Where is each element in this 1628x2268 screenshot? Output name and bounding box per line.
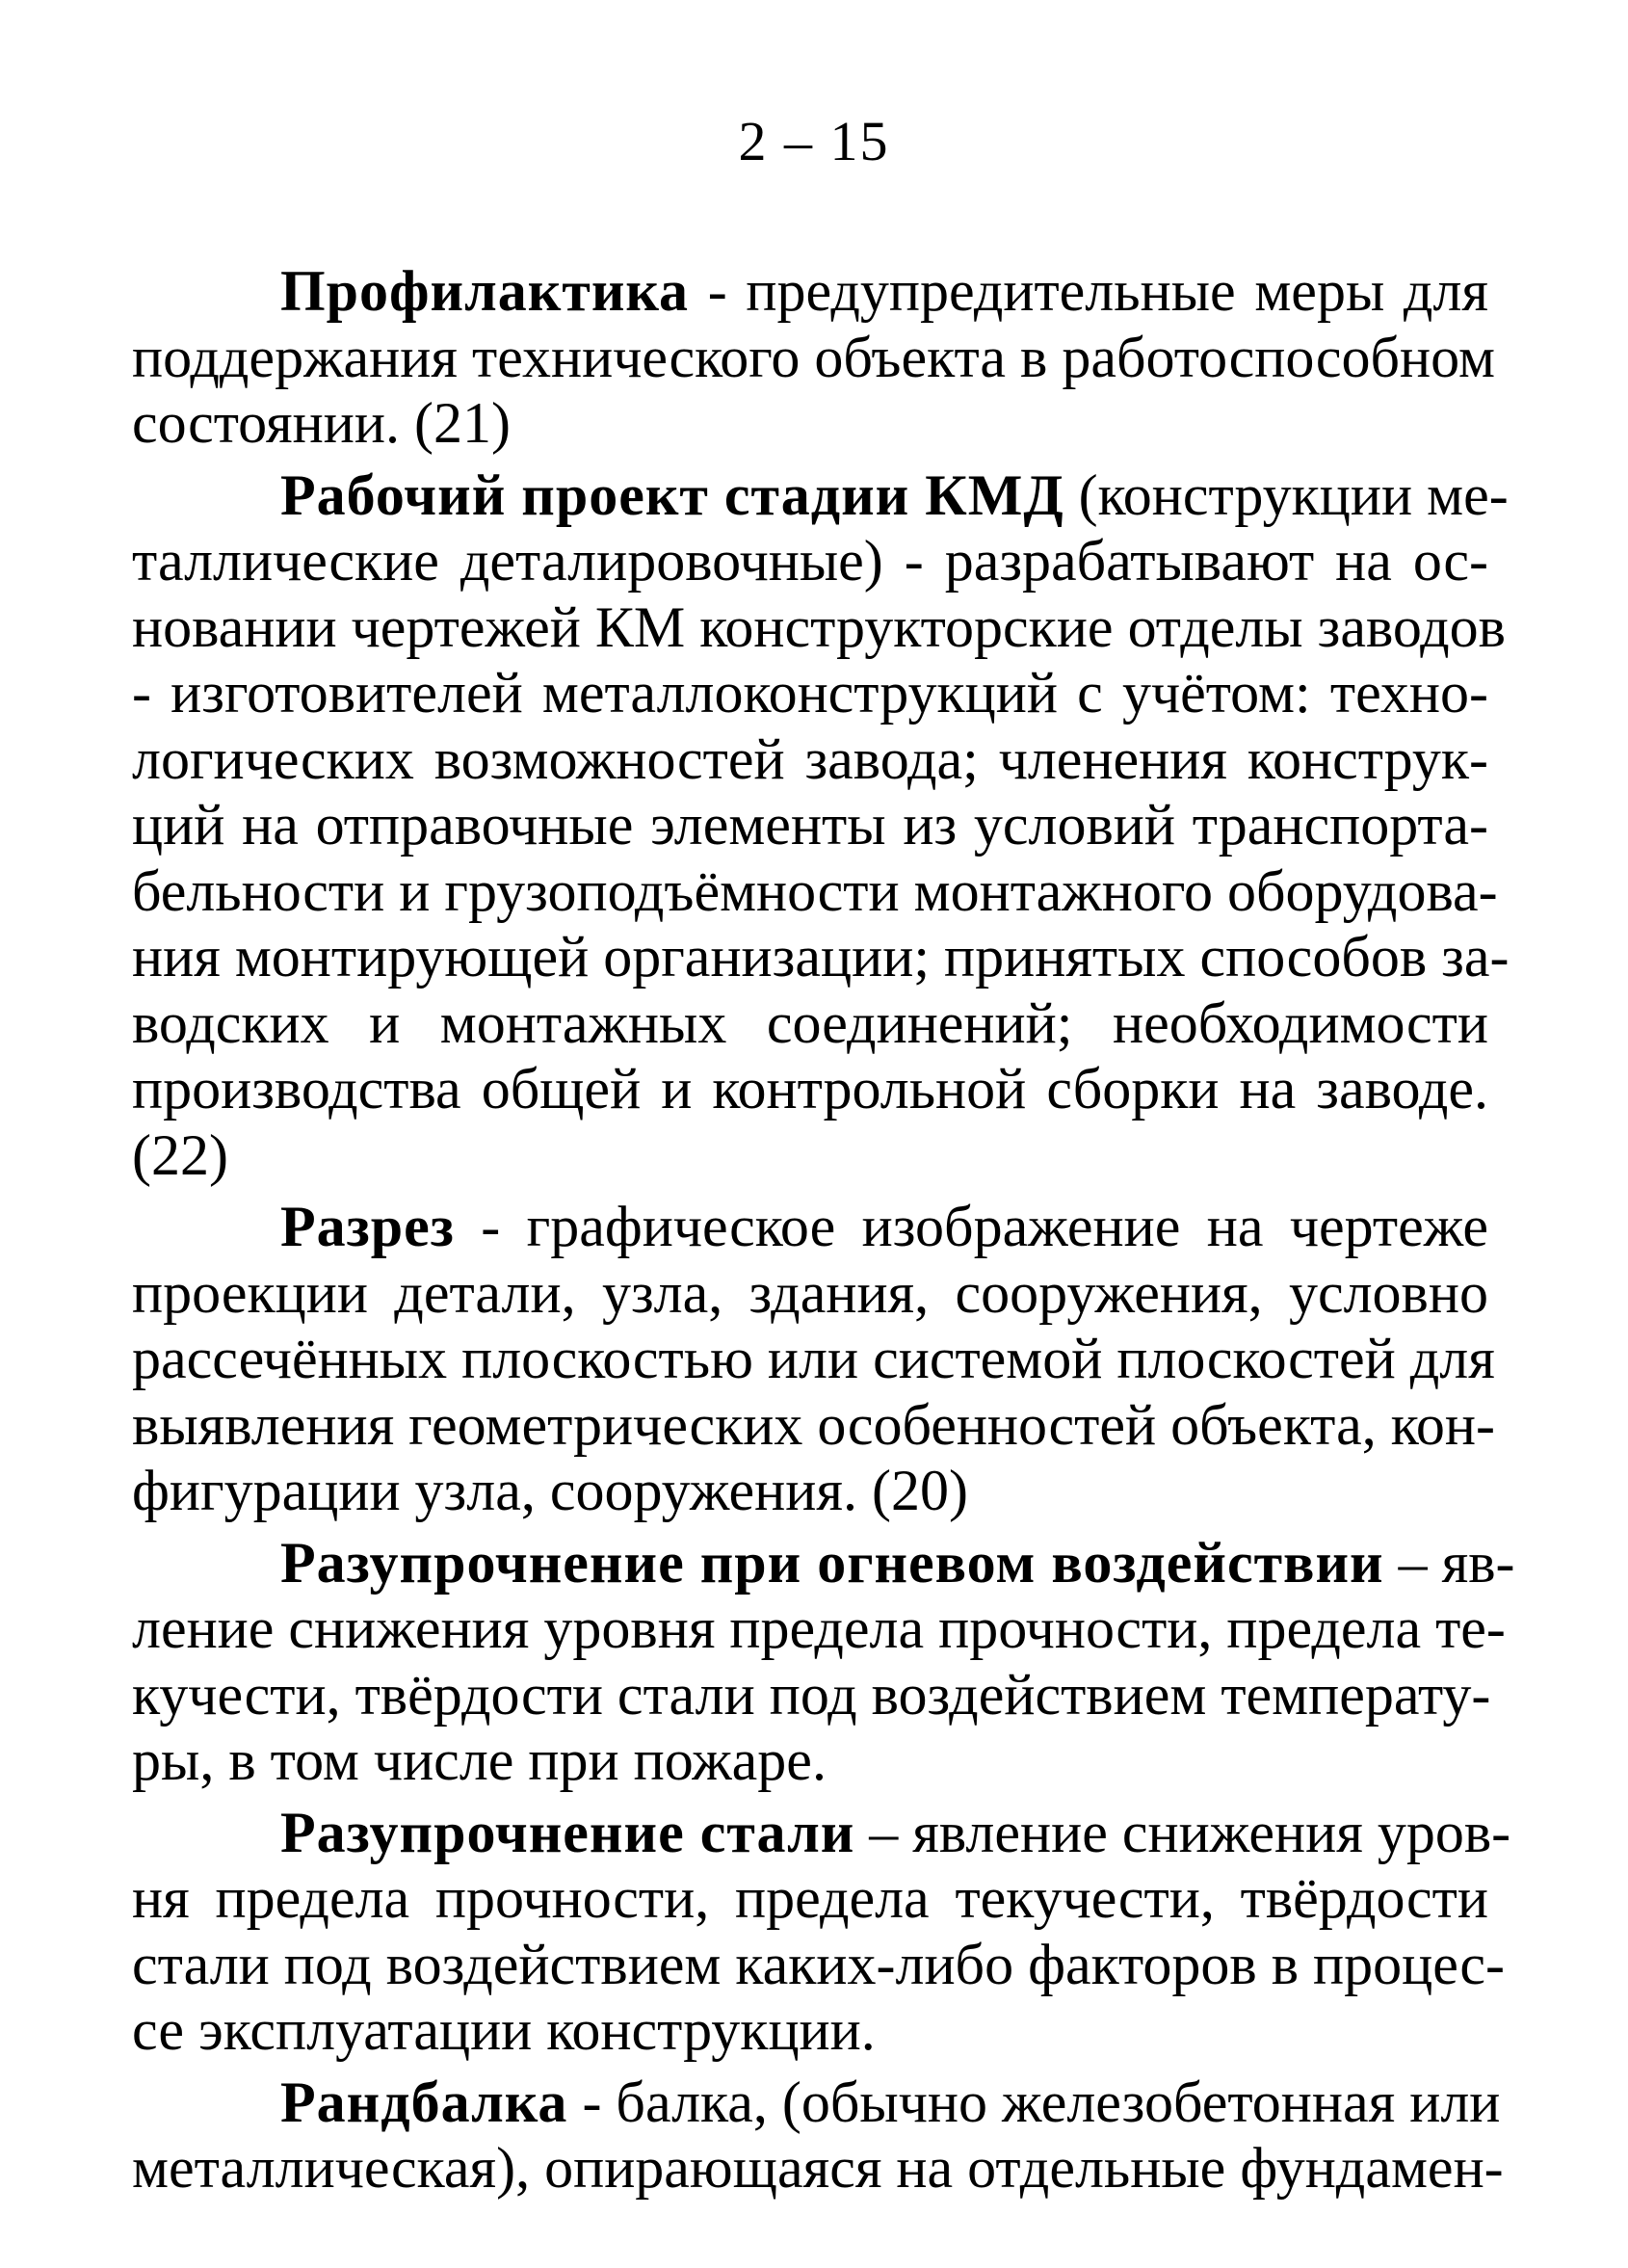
document-body [132, 258, 1515, 2207]
glossary-entry [132, 462, 1510, 1189]
entry-first-line [132, 1194, 1488, 1260]
definition-line: рассечённых плоскостью или системой плоскостей для [132, 1327, 1495, 1390]
definition-line: производства общей и контрольной сборки на заводе. [132, 1057, 1488, 1121]
glossary-entry [132, 1800, 1511, 2064]
definition-line: таллические деталировочные) - разрабатывают на ос- [132, 529, 1488, 593]
definition-line: - изготовителей металлоконструкций с учётом: техно- [132, 661, 1488, 725]
glossary-definition-start: - балка, (обычно железобетонная или [567, 2070, 1501, 2134]
definition-line: поддержания технического объекта в работоспособном [132, 325, 1495, 389]
definition-line: металлическая), опирающаяся на отдельные фундамен- [132, 2136, 1504, 2200]
glossary-definition-start: (конструкции ме- [1063, 462, 1509, 527]
page-number: 2 – 15 [738, 110, 890, 172]
entry-first-line [132, 462, 1509, 529]
definition-line: се эксплуатации конструкции. [132, 1998, 876, 2062]
glossary-entry [132, 2070, 1504, 2202]
glossary-term: Разрез [280, 1195, 455, 1258]
glossary-definition-start: – явление снижения уров- [854, 1800, 1511, 1864]
glossary-entry [132, 1530, 1515, 1794]
definition-line: ций на отправочные элементы из условий транспорта- [132, 793, 1488, 857]
definition-line: ры, в том числе при пожаре. [132, 1728, 827, 1792]
glossary-definition-start: – яв- [1383, 1530, 1515, 1595]
glossary-term: Разупрочнение при огневом воздействии [280, 1530, 1384, 1595]
glossary-term: Рабочий проект стадии КМД [280, 462, 1064, 527]
definition-line: состоянии. (21) [132, 391, 511, 455]
definition-line: (22) [132, 1122, 228, 1187]
definition-line: кучести, твёрдости стали под воздействием температу- [132, 1662, 1491, 1727]
definition-line: бельности и грузоподъёмности монтажного оборудова- [132, 858, 1498, 923]
definition-line: новании чертежей КМ конструкторские отделы заводов [132, 594, 1506, 659]
entry-first-line [132, 258, 1488, 325]
entry-first-line [132, 2070, 1501, 2136]
glossary-term: Рандбалка [280, 2070, 568, 2134]
glossary-term: Разупрочнение стали [280, 1800, 855, 1864]
glossary-definition-start: - графическое изображение на чертеже [454, 1195, 1488, 1258]
glossary-entry [132, 258, 1495, 457]
entry-first-line [132, 1530, 1515, 1596]
glossary-definition-start: - предупредительные меры для [689, 259, 1488, 323]
definition-line: логических возможностей завода; членения конструк- [132, 726, 1488, 791]
definition-line: стали под воздействием каких-либо факторов в процес- [132, 1932, 1505, 1996]
definition-line: ня предела прочности, предела текучести, твёрдости [132, 1866, 1488, 1930]
glossary-term: Профилактика [280, 259, 690, 323]
definition-line: проекции детали, узла, здания, сооружения, условно [132, 1260, 1488, 1325]
entry-first-line [132, 1800, 1511, 1866]
glossary-entry [132, 1194, 1495, 1524]
definition-line: ление снижения уровня предела прочности, предела те- [132, 1596, 1506, 1660]
definition-line: ния монтирующей организации; принятых способов за- [132, 925, 1510, 989]
definition-line: водских и монтажных соединений; необходимости [132, 990, 1488, 1055]
definition-line: выявления геометрических особенностей объекта, кон- [132, 1392, 1495, 1457]
definition-line: фигурации узла, сооружения. (20) [132, 1459, 968, 1522]
